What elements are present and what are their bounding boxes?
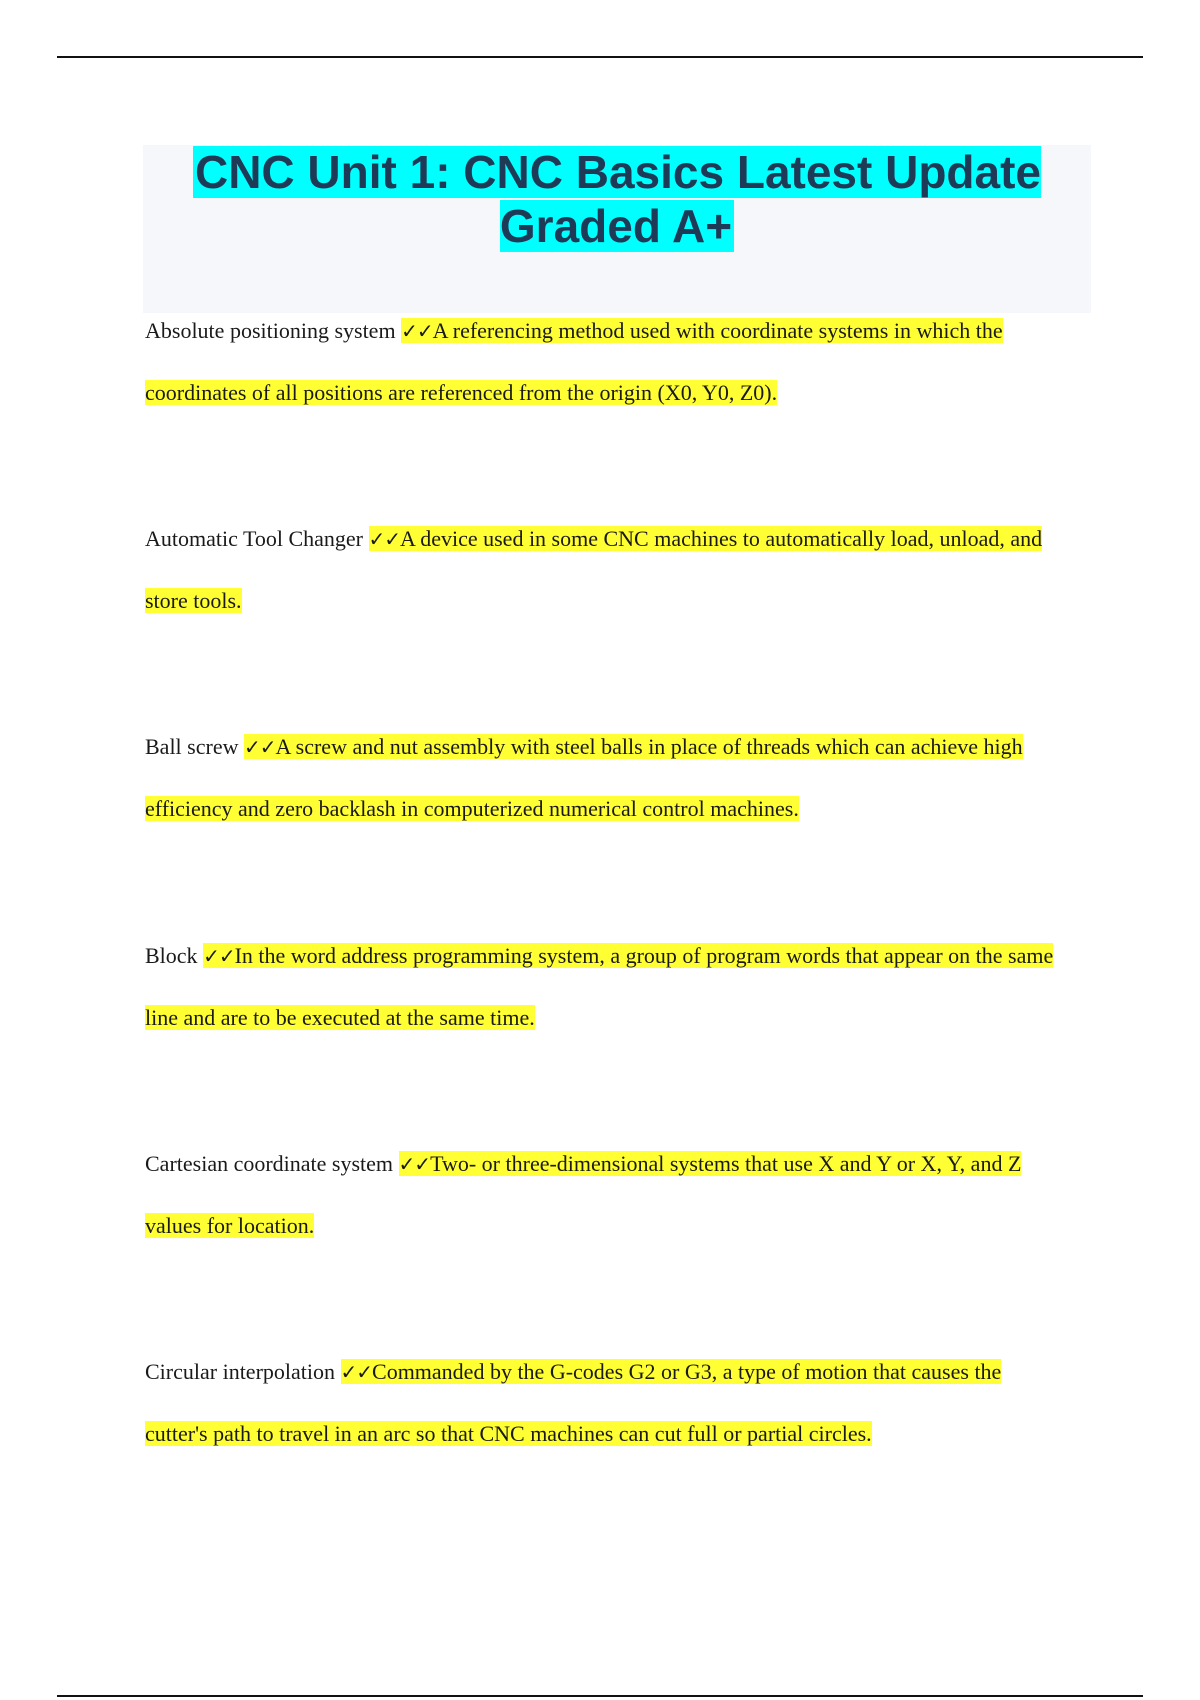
entry-term: Cartesian coordinate system [145,1151,394,1176]
glossary-entry [145,1133,1065,1256]
glossary-entry [145,925,1065,1048]
glossary-entry [145,508,1065,631]
entry-definition: Commanded by the G-codes G2 or G3, a type of motion that causes the cutter's path to travel in an arc so that CNC machines can cut full or partial circles. [145,1359,1002,1446]
check-icon: ✓✓ [243,735,276,759]
entry-definition: A device used in some CNC machines to automatically load, unload, and store tools. [145,526,1043,613]
entry-term: Automatic Tool Changer [145,526,364,551]
glossary-entry [145,1341,1065,1464]
entry-definition: A screw and nut assembly with steel balls in place of threads which can achieve high efficiency and zero backlash in computerized numerical control machines. [145,734,1023,821]
footer-rule [57,1695,1143,1697]
entry-definition: In the word address programming system, a group of program words that appear on the same line and are to be executed at the same time. [145,943,1054,1030]
check-icon: ✓✓ [401,319,433,343]
check-icon: ✓✓ [340,1360,373,1384]
page-title: CNC Unit 1: CNC Basics Latest Update Graded A+ [194,146,1042,252]
check-icon: ✓✓ [368,527,401,551]
glossary-entry [145,716,1065,839]
check-icon: ✓✓ [203,944,235,968]
entry-term: Absolute positioning system [145,318,396,343]
check-icon: ✓✓ [398,1152,431,1176]
entry-term: Circular interpolation [145,1359,335,1384]
glossary-entry [145,300,1065,423]
title-block [143,145,1091,313]
entry-term: Block [145,943,198,968]
header-rule [57,56,1143,58]
entry-definition: Two- or three-dimensional systems that use X and Y or X, Y, and Z values for location. [145,1151,1022,1238]
entry-term: Ball screw [145,734,239,759]
entry-definition: A referencing method used with coordinate systems in which the coordinates of all positions are referenced from the origin (X0, Y0, Z0). [145,318,1003,405]
